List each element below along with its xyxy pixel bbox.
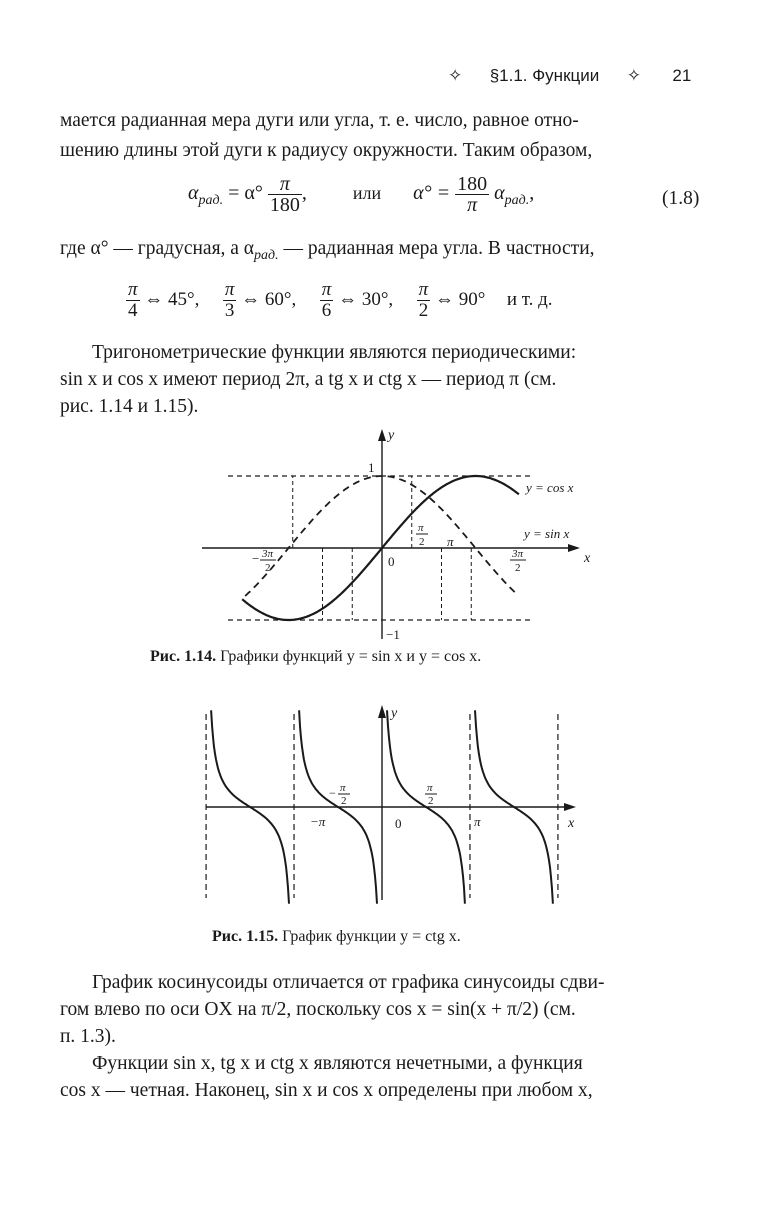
tick-label-minus-one: −1 <box>386 627 400 642</box>
x-axis-arrow <box>568 544 580 552</box>
examples-tail: и т. д. <box>506 288 553 310</box>
caption-text: Графики функций y = sin x и y = cos x. <box>216 648 482 665</box>
frac-num: π <box>418 279 429 300</box>
cos-curve <box>245 476 516 596</box>
text-line: п. 1.3). <box>60 1026 116 1047</box>
text-line: гом влево по оси OX на π/2, поскольку cos x = sin(x + π/2) (см. <box>60 999 576 1020</box>
text-fragment: где α° — градусная, а α <box>60 238 255 259</box>
example-degree: ⇔ 60°, <box>241 288 297 310</box>
text-line: Функции sin x, tg x и ctg x являются нечетными, а функция <box>92 1053 583 1074</box>
formula-frac-num: π <box>268 174 302 195</box>
tick-label-minus-pi: −π <box>310 814 326 829</box>
tick-label-pi-half-den: 2 <box>419 536 425 548</box>
tick-label-one: 1 <box>368 460 375 475</box>
tick-label-pi: π <box>447 534 454 549</box>
formula-comma: , <box>301 182 307 205</box>
legend-sin: y = sin x <box>524 526 570 541</box>
legend-cos: y = cos x <box>526 480 574 495</box>
formula-alpha-deg: α° = <box>413 182 456 205</box>
text-line: sin x и cos x имеют период 2π, а tg x и ctg x — период π (см. <box>60 369 557 390</box>
text-line: мается радианная мера дуги или угла, т. е. число, равное отно- <box>60 110 579 131</box>
tick-label-3pi2-num: 3π <box>512 548 524 560</box>
text-line: cos x — четная. Наконец, sin x и cos x определены при любом x, <box>60 1080 593 1101</box>
formula-or: или <box>352 183 382 204</box>
example-degree: ⇔ 30°, <box>338 288 394 310</box>
tick-label-3pi2-den: 2 <box>515 562 521 574</box>
y-axis-label: y <box>391 706 398 721</box>
tick-label-neg-sign: − <box>329 786 336 800</box>
tick-label-pi-half-num: π <box>418 522 424 534</box>
header-diamond-right: ✧ <box>626 66 641 85</box>
page-number: 21 <box>672 66 692 85</box>
running-header <box>448 66 691 86</box>
tick-label-pi2-den: 2 <box>428 795 434 807</box>
formula-subscript: рад. <box>504 193 530 209</box>
y-axis-label: y <box>388 428 395 443</box>
formula-frac-den: π <box>467 194 478 216</box>
text-subscript: рад. <box>254 247 279 263</box>
text-line: Тригонометрические функции являются периодическими: <box>92 342 577 363</box>
text-line <box>60 234 595 271</box>
text-line: шению длины этой дуги к радиусу окружности. Таким образом, <box>60 140 593 161</box>
formula-eq: = α° <box>223 182 268 205</box>
origin-label: 0 <box>388 554 395 569</box>
figure-ctg <box>200 700 600 910</box>
text-line: рис. 1.14 и 1.15). <box>60 396 199 417</box>
formula-subscript: рад. <box>198 193 224 209</box>
x-axis-arrow <box>564 803 576 811</box>
formula-comma: , <box>529 182 535 205</box>
frac-num: π <box>128 279 138 300</box>
formula-frac-num: 180 <box>457 173 488 195</box>
tick-label-pi: π <box>474 814 481 829</box>
figure-caption <box>150 648 481 666</box>
frac-den: 3 <box>224 300 235 321</box>
frac-num: π <box>321 279 332 300</box>
formula-1-8 <box>188 174 534 215</box>
text-line: График косинусоиды отличается от графика синусоиды сдви- <box>92 972 605 993</box>
text-fragment: — радианная мера угла. В частности, <box>278 238 595 259</box>
tick-label-neg-3pi2-den: 2 <box>265 562 271 574</box>
frac-num: π <box>224 279 235 300</box>
frac-den: 6 <box>321 300 332 321</box>
x-axis-label: x <box>568 816 575 831</box>
tick-label-neg-3pi2-num: 3π <box>262 548 274 560</box>
caption-label: Рис. 1.15. <box>212 928 279 945</box>
example-degree: ⇔ 45°, <box>144 288 200 310</box>
equation-number: (1.8) <box>662 188 700 209</box>
tick-label-pi2-num: π <box>427 782 433 794</box>
x-axis-label: x <box>584 551 591 566</box>
frac-den: 4 <box>128 300 138 321</box>
example-degree: ⇔ 90° <box>434 288 486 310</box>
tick-label-neg-sign: − <box>252 551 260 566</box>
origin-label: 0 <box>395 816 402 831</box>
frac-den: 2 <box>418 300 429 321</box>
formula-alpha: α <box>489 182 505 205</box>
caption-text: График функции y = ctg x. <box>278 928 461 945</box>
tick-label-pi2-num: π <box>340 782 346 794</box>
figure-sin-cos <box>196 425 606 650</box>
tick-label-pi2-den: 2 <box>341 795 347 807</box>
caption-label: Рис. 1.14. <box>150 648 217 665</box>
figure-caption <box>212 928 461 946</box>
section-title: §1.1. Функции <box>489 66 600 85</box>
y-axis-arrow <box>378 429 386 441</box>
formula-frac-den: 180 <box>269 194 300 216</box>
header-diamond-left: ✧ <box>448 66 463 85</box>
examples-row <box>126 280 553 321</box>
formula-alpha: α <box>188 182 199 205</box>
y-axis-arrow <box>378 705 386 718</box>
